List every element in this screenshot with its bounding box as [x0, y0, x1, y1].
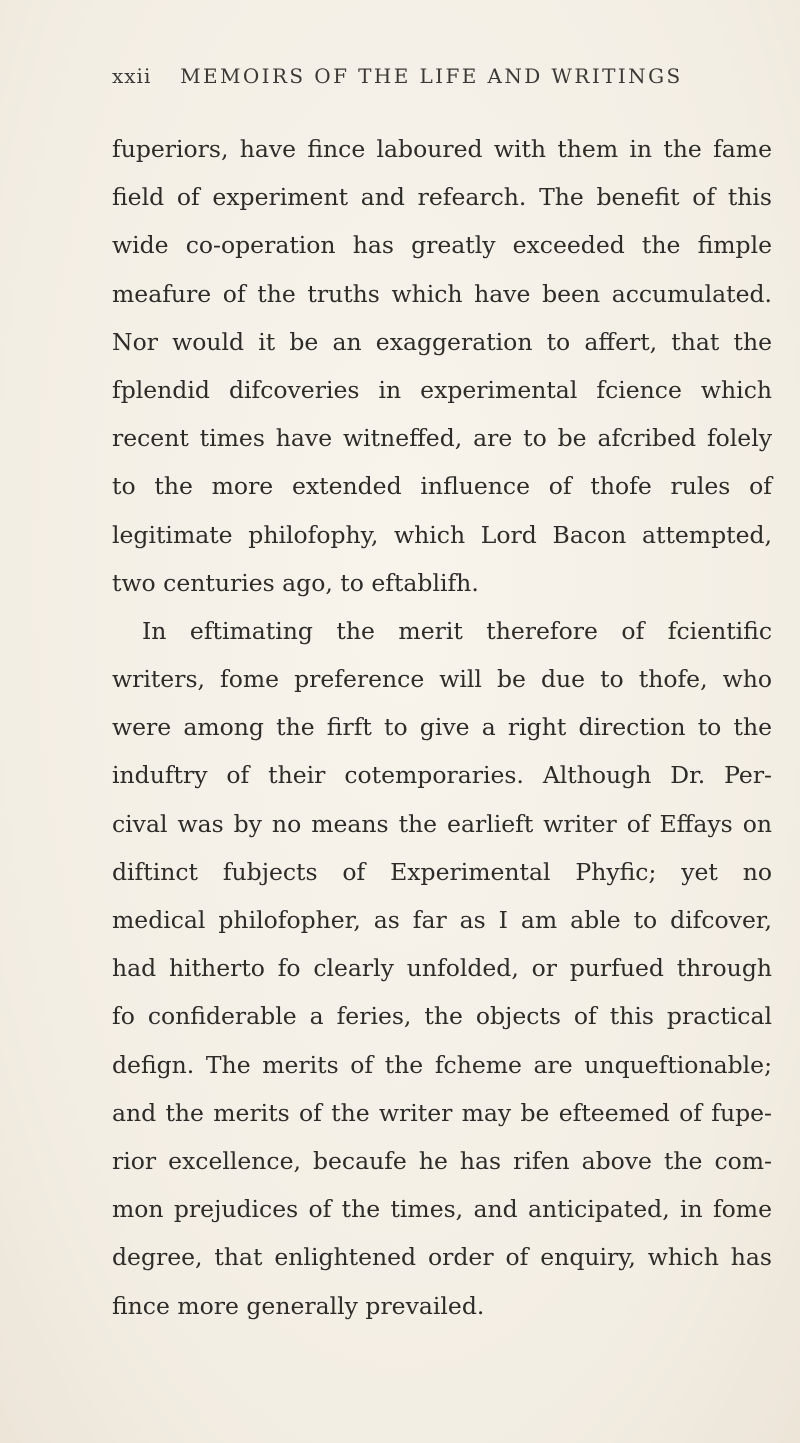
- text-line: legitimate philofophy, which Lord Bacon attempted,: [112, 520, 772, 549]
- text-line: mon prejudices of the times, and anticipated, in fome: [112, 1195, 772, 1224]
- text-line: field of experiment and refearch. The benefit of this: [112, 183, 772, 212]
- text-line: had hitherto fo clearly unfolded, or purfued through: [112, 954, 772, 983]
- text-line: were among the firft to give a right direction to the: [112, 713, 772, 742]
- text-line: diftinct fubjects of Experimental Phyfic; yet no: [112, 857, 772, 886]
- text-line: Nor would it be an exaggeration to affert, that the: [112, 327, 772, 356]
- text-line: medical philofopher, as far as I am able to difcover,: [112, 906, 772, 934]
- running-header: [112, 64, 712, 88]
- text-line: recent times have witneffed, are to be afcribed folely: [112, 424, 772, 453]
- text-line: and the merits of the writer may be efteemed of fupe-: [112, 1098, 772, 1127]
- text-line: fince more generally prevailed.: [112, 1291, 485, 1320]
- text-line: to the more extended influence of thofe rules of: [112, 472, 772, 501]
- text-line: rior excellence, becaufe he has rifen above the com-: [112, 1146, 772, 1175]
- text-line: fplendid difcoveries in experimental fcience which: [112, 375, 772, 404]
- text-line: two centuries ago, to eftablifh.: [112, 568, 479, 597]
- text-line: degree, that enlightened order of enquiry, which has: [112, 1243, 772, 1272]
- page-number: xxii: [112, 64, 152, 88]
- text-line: defign. The merits of the fcheme are unqueftionable;: [112, 1050, 772, 1079]
- text-line: cival was by no means the earlieft writer of Effays on: [112, 809, 772, 838]
- body-text: [112, 130, 772, 1335]
- text-line: fo confiderable a feries, the objects of this practical: [112, 1002, 772, 1031]
- text-line: induftry of their cotemporaries. Although Dr. Per-: [112, 761, 772, 790]
- text-line: wide co-operation has greatly exceeded the fimple: [112, 231, 772, 260]
- text-line: fuperiors, have fince laboured with them in the fame: [112, 135, 772, 163]
- paragraph-start-line: In eftimating the merit therefore of fcientific: [142, 616, 772, 645]
- text-line: writers, fome preference will be due to thofe, who: [112, 665, 772, 694]
- text-line: meafure of the truths which have been accumulated.: [112, 279, 772, 308]
- running-title: MEMOIRS OF THE LIFE AND WRITINGS: [180, 64, 683, 88]
